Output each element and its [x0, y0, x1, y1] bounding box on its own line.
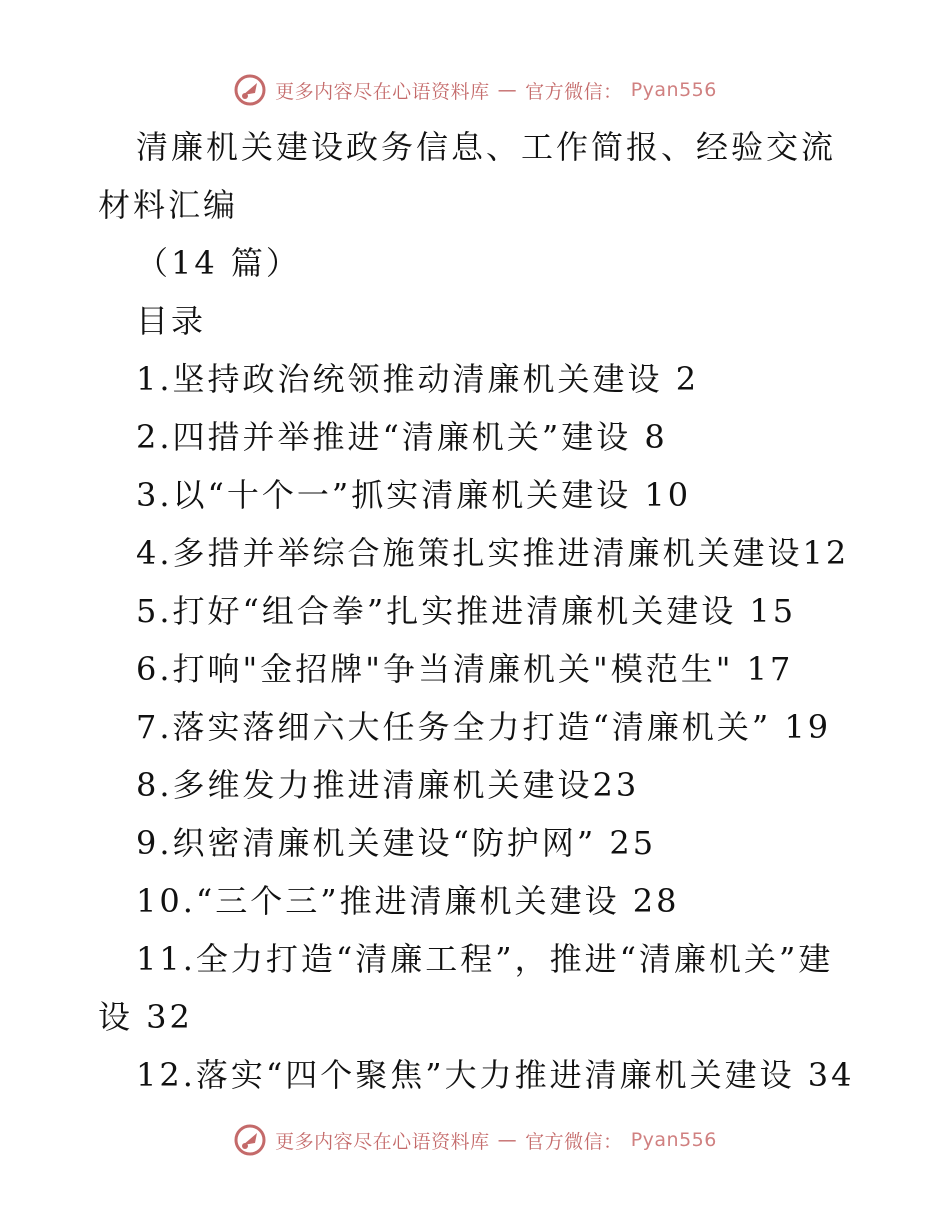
- toc-item: 2.四措并举推进“清廉机关”建设 8: [136, 418, 668, 456]
- watermark-separator: —: [497, 1129, 518, 1151]
- toc-item: 9.织密清廉机关建设“防护网” 25: [136, 824, 657, 862]
- watermark-brand: 更多内容尽在心语资料库: [275, 1130, 490, 1153]
- toc-item: 5.打好“组合拳”扎实推进清廉机关建设 15: [136, 592, 797, 630]
- brand-logo-icon: [233, 1123, 267, 1157]
- document-title: 清廉机关建设政务信息、工作简报、经验交流材料汇编: [98, 128, 837, 224]
- watermark-separator: —: [497, 79, 518, 101]
- brand-logo-icon: [233, 73, 267, 107]
- watermark-account: Pyan556: [630, 79, 717, 101]
- toc-item: 8.多维发力推进清廉机关建设23: [136, 766, 640, 804]
- document-count: （14 篇）: [136, 244, 301, 282]
- toc-item: 10.“三个三”推进清廉机关建设 28: [136, 882, 680, 920]
- watermark-official: 官方微信：: [525, 80, 623, 103]
- watermark-header: [0, 70, 950, 110]
- toc-item: 1.坚持政治统领推动清廉机关建设 2: [136, 360, 700, 398]
- toc-item: 3.以“十个一”抓实清廉机关建设 10: [136, 476, 692, 514]
- toc-item: 6.打响"金招牌"争当清廉机关"模范生" 17: [136, 650, 794, 688]
- toc-item: 11.全力打造“清廉工程”，推进“清廉机关”建设 32: [98, 940, 834, 1036]
- toc-heading: 目录: [136, 302, 207, 340]
- document-body: [98, 118, 858, 1104]
- watermark-footer: [0, 1120, 950, 1160]
- watermark-account: Pyan556: [630, 1129, 717, 1151]
- watermark-brand: 更多内容尽在心语资料库: [275, 80, 490, 103]
- toc-item: 12.落实“四个聚焦”大力推进清廉机关建设 34: [136, 1056, 855, 1094]
- toc-item: 7.落实落细六大任务全力打造“清廉机关” 19: [136, 708, 832, 746]
- toc-item: 4.多措并举综合施策扎实推进清廉机关建设12: [136, 534, 850, 572]
- watermark-official: 官方微信：: [525, 1130, 623, 1153]
